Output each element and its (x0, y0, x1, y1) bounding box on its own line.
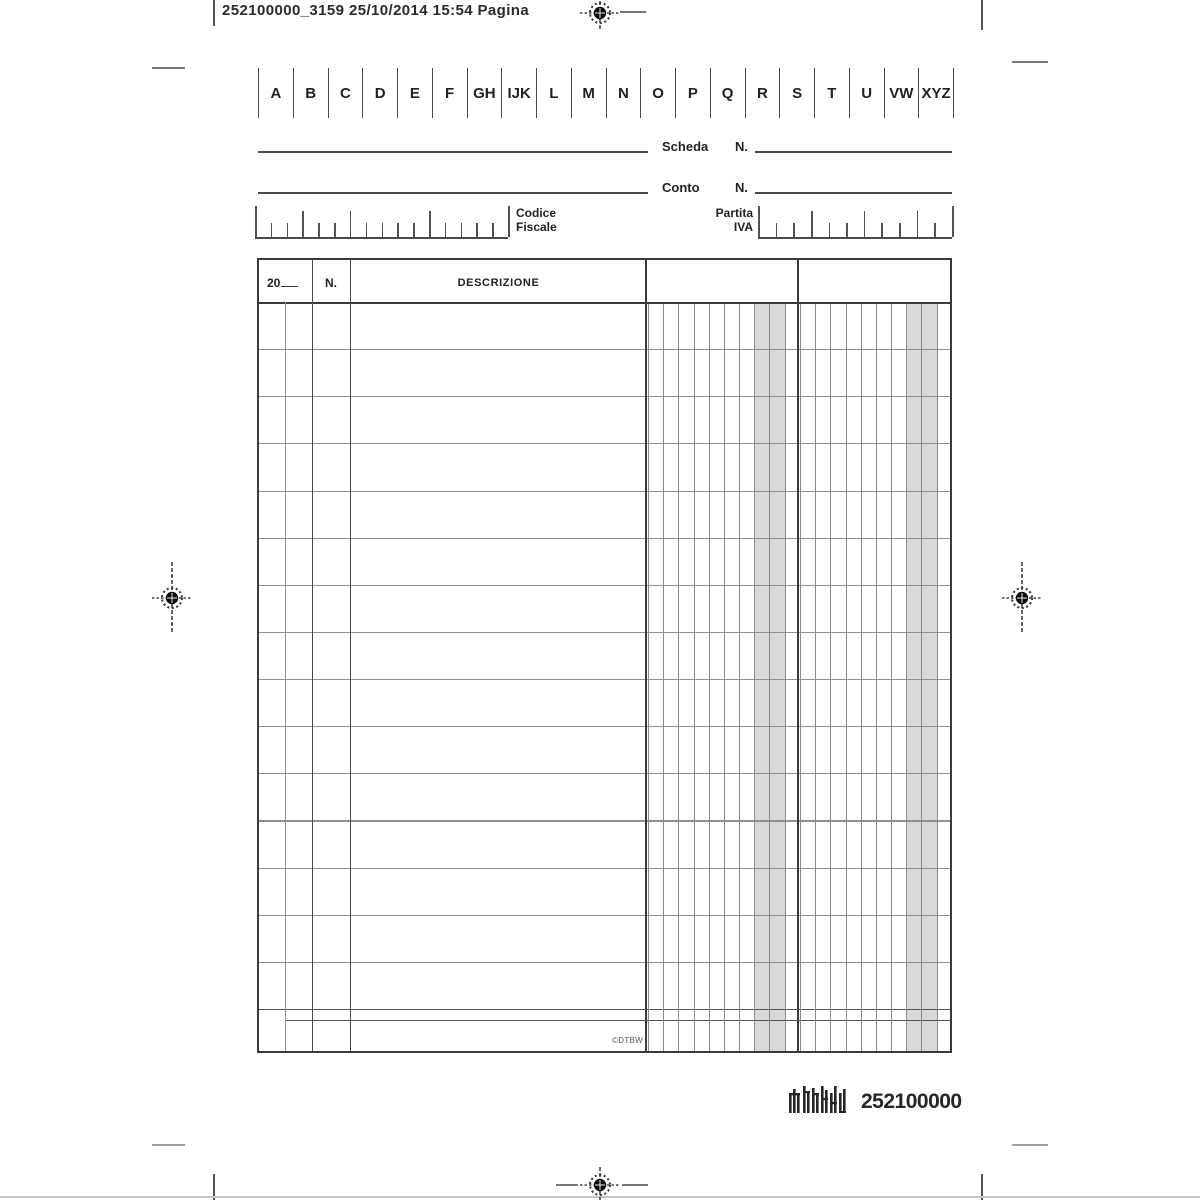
date-subcolumn-rule (285, 302, 286, 1051)
crop-mark (1012, 61, 1048, 63)
registration-mark-icon (580, 0, 620, 36)
conto-label: Conto (662, 180, 700, 195)
digit-rule (739, 304, 740, 1051)
alphabet-tab-xyz: XYZ (921, 84, 951, 102)
ledger-table (257, 258, 952, 1053)
comb-tick (287, 223, 289, 237)
comb-tick (334, 223, 336, 237)
codice-fiscale-label-line2: Fiscale (516, 220, 557, 234)
digit-rule (876, 304, 877, 1051)
alphabet-tab-c: C (329, 68, 364, 118)
crop-mark (213, 0, 215, 26)
digit-rule (663, 304, 664, 1051)
ledger-grid (259, 260, 950, 1051)
digit-rule (937, 304, 938, 1051)
copyright-imprint: ©DTBW (612, 1036, 643, 1045)
comb-tick (445, 223, 447, 237)
alphabet-tab-u: U (850, 68, 885, 118)
comb-tick (864, 211, 866, 237)
partita-iva-label (696, 206, 753, 234)
scheda-number-line (755, 151, 952, 153)
comb-tick (366, 223, 368, 237)
partita-iva-label-line1: Partita (715, 206, 753, 220)
comb-tick (776, 223, 778, 237)
alphabet-tab-vw: VW (885, 68, 920, 118)
alphabet-tab-gh: GH (468, 68, 503, 118)
alphabet-tab-p: P (676, 68, 711, 118)
conto-number-line (755, 192, 952, 194)
description-column-header: DESCRIZIONE (457, 277, 540, 289)
description-column-rule (645, 260, 647, 1051)
comb-tick (952, 206, 954, 237)
digit-rule (694, 304, 695, 1051)
scheda-n-label: N. (735, 139, 748, 154)
alphabet-tab-e: E (398, 68, 433, 118)
comb-tick (429, 211, 431, 237)
alphabet-tab-a: A (259, 68, 294, 118)
comb-tick (318, 223, 320, 237)
digit-rule (861, 304, 862, 1051)
digit-rule (709, 304, 710, 1051)
year-header-text: 20 (267, 276, 281, 290)
crop-mark (556, 1184, 578, 1186)
alphabet-tab-l: L (537, 68, 572, 118)
partita-iva-comb (758, 206, 952, 239)
digit-rule (785, 304, 786, 1051)
comb-tick (492, 223, 494, 237)
crop-mark (622, 1184, 648, 1186)
digit-rule (815, 304, 816, 1051)
alphabet-tab-q: Q (711, 68, 746, 118)
comb-tick (302, 211, 304, 237)
comb-tick (476, 223, 478, 237)
year-column-header (267, 276, 298, 290)
crop-mark (1012, 1144, 1048, 1146)
digit-rule (648, 304, 649, 1051)
crop-mark (152, 1144, 185, 1146)
alphabet-tab-m: M (572, 68, 607, 118)
digit-rule (724, 304, 725, 1051)
number-column-rule (350, 260, 351, 1051)
year-write-dash (281, 277, 298, 287)
comb-tick (934, 223, 936, 237)
comb-tick (413, 223, 415, 237)
digit-rule (891, 304, 892, 1051)
alphabet-tab-s: S (780, 68, 815, 118)
alphabet-tab-b: B (294, 68, 329, 118)
totals-rule (285, 1020, 950, 1021)
digit-rule (830, 304, 831, 1051)
alphabet-tab-o: O (641, 68, 676, 118)
comb-tick (793, 223, 795, 237)
alphabet-tab-ijk: IJK (502, 68, 537, 118)
print-slug: 252100000_3159 25/10/2014 15:54 Pagina (222, 2, 530, 19)
number-column-header: N. (325, 276, 337, 290)
comb-tick (881, 223, 883, 237)
comb-tick (271, 223, 273, 237)
partita-iva-label-line2: IVA (733, 220, 753, 234)
digit-rule (800, 304, 801, 1051)
codice-fiscale-label (516, 206, 557, 234)
digit-rule (678, 304, 679, 1051)
comb-tick (917, 211, 919, 237)
date-column-rule (312, 260, 313, 1051)
comb-tick (758, 206, 760, 237)
digit-rule (769, 304, 770, 1051)
alphabet-tab-d: D (363, 68, 398, 118)
alphabet-tab-f: F (433, 68, 468, 118)
alphabet-tab-t: T (815, 68, 850, 118)
comb-tick (508, 206, 510, 237)
crop-mark (620, 11, 646, 13)
digit-rule (846, 304, 847, 1051)
comb-tick (255, 206, 257, 237)
comb-tick (382, 223, 384, 237)
digit-rule (906, 304, 907, 1051)
brand-logo-icon (789, 1086, 847, 1118)
comb-tick (899, 223, 901, 237)
digit-rule (754, 304, 755, 1051)
scheda-write-line (258, 151, 648, 153)
crop-mark (981, 0, 983, 30)
alphabet-tab-band (258, 68, 954, 118)
product-code: 252100000 (861, 1090, 962, 1113)
codice-fiscale-label-line1: Codice (516, 206, 557, 220)
comb-tick (350, 211, 352, 237)
comb-tick (461, 223, 463, 237)
codice-fiscale-comb (255, 206, 508, 239)
registration-mark-icon (580, 1167, 620, 1200)
registration-mark-icon (152, 562, 192, 639)
comb-tick (397, 223, 399, 237)
crop-mark (152, 67, 185, 69)
registration-mark-icon (1002, 562, 1042, 639)
comb-tick (829, 223, 831, 237)
alphabet-tab-r: R (746, 68, 781, 118)
digit-rule (921, 304, 922, 1051)
scheda-label: Scheda (662, 139, 709, 154)
comb-tick (811, 211, 813, 237)
amount-divider-rule (797, 260, 799, 1051)
alphabet-tab-n: N (607, 68, 642, 118)
conto-write-line (258, 192, 648, 194)
comb-tick (846, 223, 848, 237)
conto-n-label: N. (735, 180, 748, 195)
